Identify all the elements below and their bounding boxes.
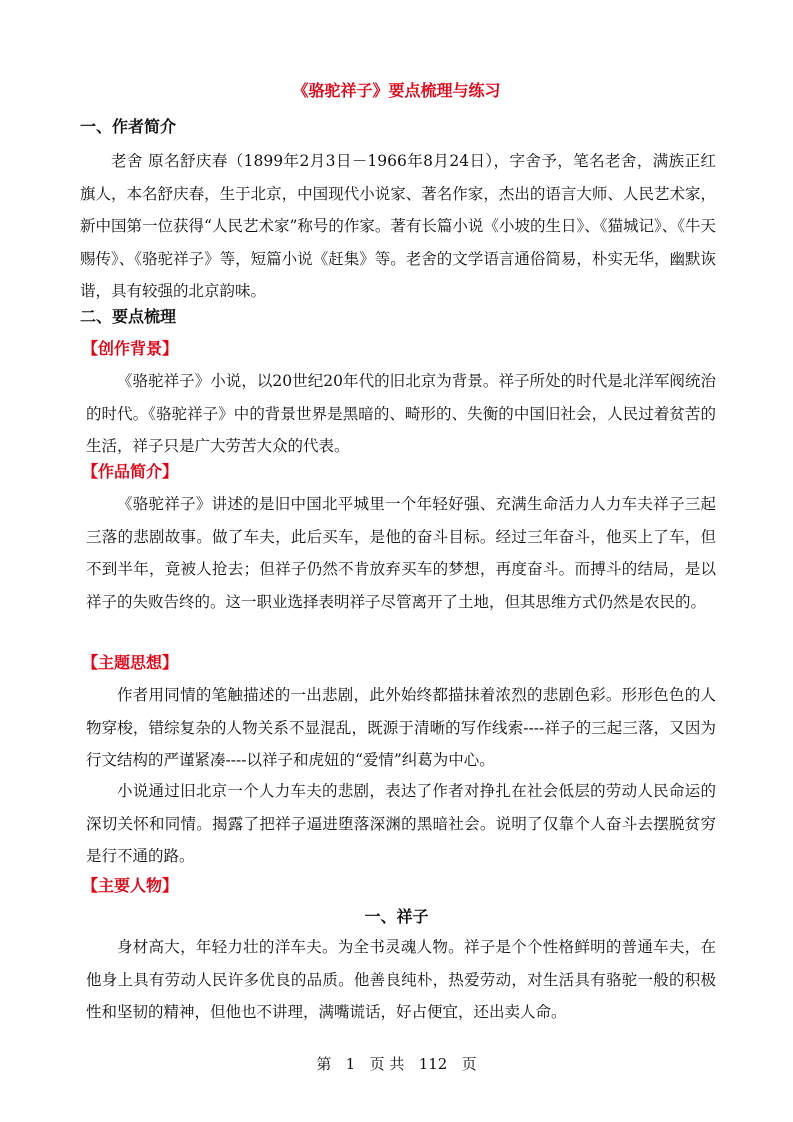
page-footer [0, 1054, 793, 1074]
footer-total-pages: 112 [418, 1055, 448, 1073]
footer-suffix: 页 [461, 1055, 477, 1073]
tag-work-intro: 【作品简介】 [82, 462, 179, 481]
footer-middle: 页 共 [369, 1055, 405, 1073]
theme-paragraph-2: 小说通过旧北京一个人力车夫的悲剧，表达了作者对挣扎在社会低层的劳动人民命运的深切关怀和同情。揭露了把祥子逼进堕落深渊的黑暗社会。说明了仅靠个人奋斗去摆脱贫穷是行不通的路。 [86, 782, 716, 865]
work-intro-paragraph: 《骆驼祥子》讲述的是旧中国北平城里一个年轻好强、充满生命活力人力车夫祥子三起三落的悲剧故事。做了车夫，此后买车，是他的奋斗目标。经过三年奋斗，他买上了车，但不到半年，竟被人抢去；但祥子仍然不肯放弃买车的梦想，再度奋斗。而搏斗的结局，是以祥子的失败告终的。这一职业选择表明祥子尽管离开了土地，但其思维方式仍然是农民的。 [86, 495, 716, 611]
footer-prefix: 第 [316, 1055, 332, 1073]
section-heading-key-points: 二、要点梳理 [80, 307, 177, 326]
background-paragraph: 《骆驼祥子》小说，以20世纪20年代的旧北京为背景。祥子所处的时代是北洋军阀统治的时代。《骆驼祥子》中的背景世界是黑暗的、畸形的、失衡的中国旧社会，人民过着贫苦的生活，祥子只是广大劳苦大众的代表。 [86, 372, 716, 455]
author-paragraph: 老舍 原名舒庆春（1899年2月3日－1966年8月24日），字舍予，笔名老舍，满族正红旗人，本名舒庆春，生于北京，中国现代小说家、著名作家，杰出的语言大师、人民艺术家，新中国第一位获得“人民艺术家”称号的作家。著有长篇小说《小坡的生日》、《猫城记》、《牛天赐传》、《骆驼祥子》等，短篇小说《赶集》等。老舍的文学语言通俗简易，朴实无华，幽默诙谐，具有较强的北京韵味。 [80, 152, 716, 300]
character-heading-xiangzi: 一、祥子 [364, 907, 429, 926]
tag-background: 【创作背景】 [82, 339, 179, 358]
footer-page-number: 1 [345, 1055, 356, 1073]
tag-theme: 【主题思想】 [82, 653, 179, 672]
tag-main-characters: 【主要人物】 [82, 876, 179, 895]
section-heading-author: 一、作者简介 [80, 117, 177, 136]
theme-paragraph-1: 作者用同情的笔触描述的一出悲剧，此外始终都描抹着浓烈的悲剧色彩。形形色色的人物穿梭，错综复杂的人物关系不显混乱，既源于清晰的写作线索----祥子的三起三落，又因为行文结构的严谨紧凑----以祥子和虎妞的“爱情”纠葛为中心。 [86, 686, 716, 769]
page-title: 《骆驼祥子》要点梳理与练习 [292, 81, 501, 100]
xiangzi-paragraph: 身材高大，年轻力壮的洋车夫。为全书灵魂人物。祥子是个个性格鲜明的普通车夫，在他身上具有劳动人民许多优良的品质。他善良纯朴，热爱劳动，对生活具有骆驼一般的积极性和坚韧的精神，但他也不讲理，满嘴谎话，好占便宜，还出卖人命。 [86, 938, 716, 1021]
